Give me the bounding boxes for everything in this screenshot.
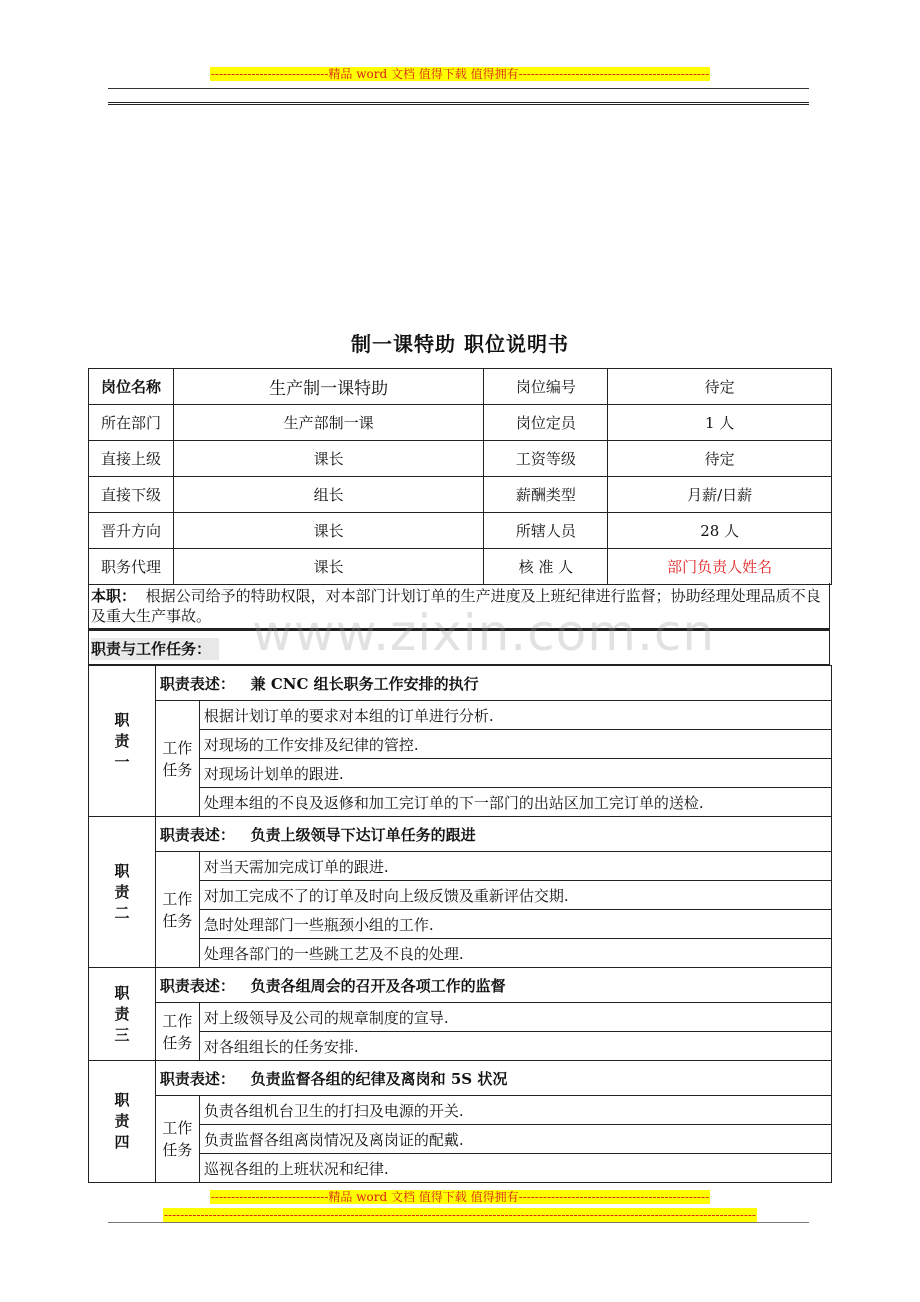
info-label: 晋升方向 <box>89 513 174 549</box>
job-summary-label: 本职： <box>91 587 137 605</box>
task-label: 工作 任务 <box>155 852 199 968</box>
duty-description-text: 兼 CNC 组长职务工作安排的执行 <box>250 674 479 693</box>
header-double-rule <box>108 102 809 105</box>
info-row <box>89 369 832 405</box>
info-label: 薪酬类型 <box>484 477 608 513</box>
task-item: 处理各部门的一些跳工艺及不良的处理. <box>199 939 831 968</box>
task-row <box>89 759 832 788</box>
duty-description-label: 职责表述： <box>159 976 235 995</box>
duty-desc-row <box>89 968 832 1003</box>
info-label: 直接上级 <box>89 441 174 477</box>
duty-desc-row <box>89 817 832 852</box>
task-item: 处理本组的不良及返修和加工完订单的下一部门的出站区加工完订单的送检. <box>199 788 831 817</box>
duty-name: 职 责 四 <box>89 1061 156 1183</box>
info-row <box>89 513 832 549</box>
task-item: 对加工完成不了的订单及时向上级反馈及重新评估交期. <box>199 881 831 910</box>
document-title: 制一课特助 职位说明书 <box>351 332 569 356</box>
duties-section-header: 职责与工作任务： <box>88 629 830 665</box>
info-label: 所辖人员 <box>484 513 608 549</box>
info-value: 组长 <box>173 477 484 513</box>
duty-name: 职 责 二 <box>89 817 156 968</box>
info-value: 生产制一课特助 <box>173 369 484 405</box>
task-item: 对现场的工作安排及纪律的管控. <box>199 730 831 759</box>
job-summary-text: 根据公司给予的特助权限，对本部门计划订单的生产进度及上班纪律进行监督；协助经理处理品质不良及重大生产事故。 <box>91 587 821 625</box>
task-item: 根据计划订单的要求对本组的订单进行分析. <box>199 701 831 730</box>
task-row <box>89 1003 832 1032</box>
task-item: 对上级领导及公司的规章制度的宣导. <box>199 1003 831 1032</box>
duty-description <box>155 666 831 701</box>
task-item: 急时处理部门一些瓶颈小组的工作. <box>199 910 831 939</box>
footer-banner-dashes: -------------------------------------------------------------------------------------------------------------------------------------------------- <box>164 1208 756 1222</box>
duty-name: 职 责 一 <box>89 666 156 817</box>
info-value: 月薪/日薪 <box>608 477 832 513</box>
info-label: 岗位名称 <box>89 369 174 405</box>
task-item: 对各组组长的任务安排. <box>199 1032 831 1061</box>
info-value: 课长 <box>173 513 484 549</box>
footer-rule <box>108 1222 809 1223</box>
duty-description-text: 负责监督各组的纪律及离岗和 5S 状况 <box>250 1069 508 1088</box>
info-row <box>89 405 832 441</box>
info-label: 核 准 人 <box>484 549 608 585</box>
info-value: 部门负责人姓名 <box>608 549 832 585</box>
duty-description <box>155 968 831 1003</box>
info-row <box>89 549 832 585</box>
task-row <box>89 1125 832 1154</box>
info-label: 工资等级 <box>484 441 608 477</box>
task-row <box>89 881 832 910</box>
info-row <box>89 477 832 513</box>
task-row <box>89 1032 832 1061</box>
task-row <box>89 1096 832 1125</box>
task-item: 对现场计划单的跟进. <box>199 759 831 788</box>
task-item: 负责监督各组离岗情况及离岗证的配戴. <box>199 1125 831 1154</box>
info-label: 直接下级 <box>89 477 174 513</box>
task-row <box>89 939 832 968</box>
task-row <box>89 910 832 939</box>
info-value: 课长 <box>173 549 484 585</box>
info-row <box>89 441 832 477</box>
info-label: 职务代理 <box>89 549 174 585</box>
info-label: 岗位编号 <box>484 369 608 405</box>
duty-description-text: 负责各组周会的召开及各项工作的监督 <box>250 976 506 995</box>
task-label: 工作 任务 <box>155 1003 199 1061</box>
info-value: 待定 <box>608 369 832 405</box>
info-value: 28 人 <box>608 513 832 549</box>
duty-desc-row <box>89 666 832 701</box>
task-row <box>89 701 832 730</box>
task-item: 巡视各组的上班状况和纪律. <box>199 1154 831 1183</box>
info-label: 所在部门 <box>89 405 174 441</box>
task-item: 负责各组机台卫生的打扫及电源的开关. <box>199 1096 831 1125</box>
duty-description-label: 职责表述： <box>159 1069 235 1088</box>
info-value: 1 人 <box>608 405 832 441</box>
duty-description-label: 职责表述： <box>159 674 235 693</box>
position-info-table <box>88 368 832 585</box>
info-value: 待定 <box>608 441 832 477</box>
info-label: 岗位定员 <box>484 405 608 441</box>
task-item: 对当天需加完成订单的跟进. <box>199 852 831 881</box>
task-row <box>89 730 832 759</box>
task-label: 工作 任务 <box>155 701 199 817</box>
task-row <box>89 788 832 817</box>
duty-description <box>155 817 831 852</box>
task-row <box>89 852 832 881</box>
duties-table <box>88 665 832 1183</box>
header-rule <box>108 88 809 89</box>
watermark: www.zixin.com.cn <box>252 604 716 662</box>
info-value: 生产部制一课 <box>173 405 484 441</box>
info-value: 课长 <box>173 441 484 477</box>
footer-banner: -----------------------------精品 word 文档 值得下载 值得拥有----------------------------------------------- <box>210 1190 710 1204</box>
header-banner: -----------------------------精品 word 文档 值得下载 值得拥有----------------------------------------------- <box>210 67 710 81</box>
duty-name: 职 责 三 <box>89 968 156 1061</box>
duty-description-text: 负责上级领导下达订单任务的跟进 <box>250 825 476 844</box>
duty-desc-row <box>89 1061 832 1096</box>
duty-description <box>155 1061 831 1096</box>
duty-description-label: 职责表述： <box>159 825 235 844</box>
task-row <box>89 1154 832 1183</box>
job-summary <box>88 583 830 629</box>
task-label: 工作 任务 <box>155 1096 199 1183</box>
